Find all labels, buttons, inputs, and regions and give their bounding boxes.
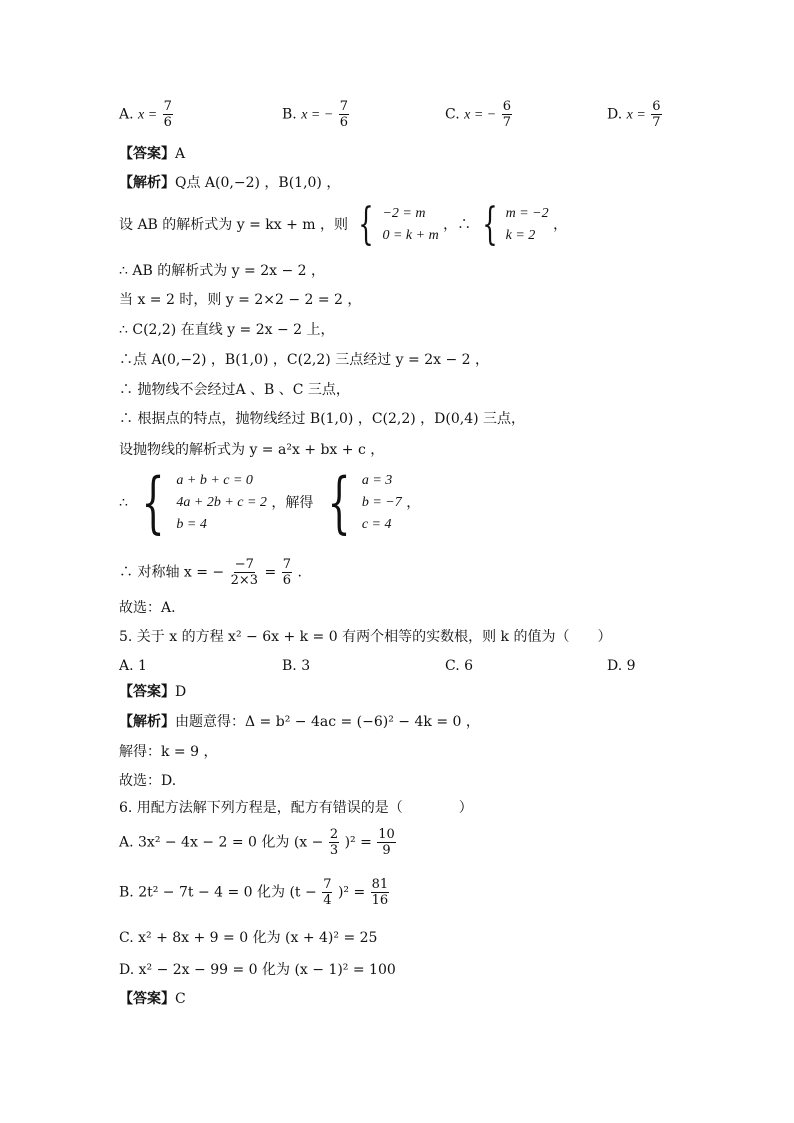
equation: 4a + 2b + c = 2 (176, 495, 267, 510)
option-text: )² = (337, 884, 366, 901)
equation: a = 3 (361, 473, 393, 488)
option-text: A. 3x² − 4x − 2 = 0 化为 (x − (119, 834, 324, 851)
q4-analysis-line-12: 故选：A. (119, 600, 176, 616)
equation: −2 = m (382, 206, 426, 221)
equation: c = 4 (361, 517, 392, 532)
option-label: D. (607, 106, 623, 123)
analysis-text: = (264, 564, 277, 581)
q5-analysis-line-1 (119, 715, 480, 729)
answer-label: 【答案】 (119, 684, 175, 700)
fraction: $\frac{7}{6}$ (163, 99, 172, 130)
fraction: $\frac{7}{4}$ (323, 877, 332, 908)
equation-system (352, 199, 439, 250)
brace-icon: { (327, 464, 351, 541)
analysis-label: 【解析】 (119, 714, 175, 730)
q6-option-c: C. x² + 8x + 9 = 0 化为 (x + 4)² = 25 (119, 930, 378, 946)
answer-value: A (175, 146, 186, 162)
analysis-text: 由题意得：Δ = b² − 4ac = (−6)² − 4k = 0 ， (175, 714, 480, 730)
q6-stem: 6. 用配方法解下列方程是，配方有错误的是（ ） (119, 800, 473, 816)
fraction: $\frac{6}{7}$ (502, 99, 511, 130)
q5-option-a: A. 1 (119, 658, 147, 674)
fraction: $\frac{10}{9}$ (378, 827, 395, 858)
equation: b = 4 (176, 517, 207, 532)
q5-option-d: D. 9 (607, 658, 636, 674)
analysis-text: ， (553, 217, 568, 233)
q4-analysis-line-2 (119, 199, 568, 250)
q5-stem: 5. 关于 x 的方程 x² − 6x + k = 0 有两个相等的实数根，则 k 的值为（ ） (119, 629, 612, 645)
q4-analysis-line-4: 当 x = 2 时，则 y = 2×2 − 2 = 2 ， (119, 292, 362, 308)
equation: b = −7 (361, 495, 402, 510)
equation: a + b + c = 0 (176, 473, 253, 488)
equation-system (476, 199, 549, 250)
analysis-text: . (297, 564, 302, 581)
equation: 0 = k + m (382, 228, 439, 243)
q4-analysis-line-7: ∴ 抛物线不会经过A 、B 、C 三点， (119, 382, 350, 398)
option-label: B. (282, 106, 297, 123)
fraction: $\frac{81}{16}$ (371, 877, 389, 908)
q4-option-d (607, 100, 663, 129)
brace-icon: { (358, 199, 375, 250)
q6-answer (119, 992, 186, 1006)
analysis-text: ，解得 (271, 495, 314, 511)
brace-icon: { (481, 199, 498, 250)
q4-analysis-line-9: 设抛物线的解析式为 y = a²x + bx + c ， (119, 442, 385, 458)
q4-analysis-line-3: ∴ AB 的解析式为 y = 2x − 2 ， (119, 263, 325, 279)
q5-analysis-line-3: 故选：D. (119, 773, 177, 789)
q4-option-a (119, 100, 174, 129)
q5-answer (119, 685, 186, 699)
q4-answer (119, 147, 185, 161)
fraction: $\frac{7}{6}$ (282, 557, 291, 588)
analysis-text: ，∴ (443, 217, 472, 233)
q6-option-b (119, 878, 390, 907)
q4-analysis-line-10 (119, 464, 421, 541)
q4-analysis-line-1 (119, 176, 340, 190)
fraction: $\frac{6}{7}$ (652, 99, 661, 130)
analysis-text: Q点 A(0,−2) ，B(1,0) ， (175, 175, 341, 191)
equation: m = −2 (505, 206, 549, 221)
q4-analysis-line-6: ∴点 A(0,−2) ，B(1,0) ，C(2,2) 三点经过 y = 2x − 2 ， (119, 352, 489, 368)
option-expr: x = − (301, 107, 334, 123)
option-expr: x = (626, 107, 646, 123)
answer-label: 【答案】 (119, 991, 175, 1007)
fraction: $\frac{-7}{2\times 3}$ (230, 557, 259, 588)
analysis-text: ， (406, 495, 421, 511)
analysis-label: 【解析】 (119, 175, 175, 191)
option-text: B. 2t² − 7t − 4 = 0 化为 (t − (119, 884, 317, 901)
q5-option-c: C. 6 (445, 658, 474, 674)
option-label: A. (119, 106, 134, 123)
fraction: $\frac{7}{6}$ (339, 99, 349, 130)
analysis-text: ∴ 对称轴 x = − (119, 564, 225, 581)
analysis-text: ∴ (119, 495, 128, 511)
q6-option-d: D. x² − 2x − 99 = 0 化为 (x − 1)² = 100 (119, 962, 396, 978)
option-expr: x = (138, 107, 158, 123)
equation-system (132, 464, 267, 541)
answer-label: 【答案】 (119, 146, 175, 162)
equation: k = 2 (505, 228, 536, 243)
q4-option-b (282, 100, 350, 129)
equation-system (318, 464, 402, 541)
option-expr: x = − (464, 107, 497, 123)
q4-analysis-line-11 (119, 558, 302, 587)
q5-option-b: B. 3 (282, 658, 311, 674)
brace-icon: { (141, 464, 165, 541)
q4-analysis-line-5: ∴ C(2,2) 在直线 y = 2x − 2 上， (119, 322, 335, 338)
analysis-text: 设 AB 的解析式为 y = kx + m ，则 (119, 217, 349, 233)
q5-analysis-line-2: 解得：k = 9 ， (119, 744, 218, 760)
q4-option-c (445, 100, 513, 129)
fraction: $\frac{2}{3}$ (329, 827, 339, 858)
q6-option-a (119, 828, 397, 857)
option-text: )² = (344, 834, 372, 851)
q4-analysis-line-8: ∴ 根据点的特点，抛物线经过 B(1,0) ，C(2,2) ，D(0,4) 三点， (119, 411, 526, 427)
answer-value: C (175, 991, 186, 1007)
option-label: C. (445, 106, 460, 123)
answer-value: D (175, 684, 187, 700)
